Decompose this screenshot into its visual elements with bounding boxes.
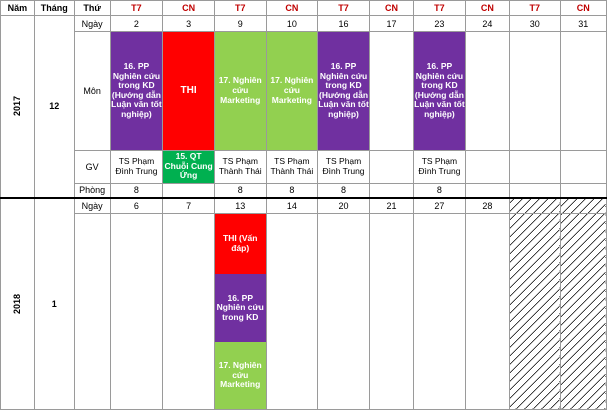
empty-cell-2018-jan6 [110, 213, 163, 409]
year-label-2018 [1, 198, 35, 410]
stacked-blocks-2018-jan13 [214, 213, 266, 409]
day-2017-5: 17 [369, 16, 413, 31]
year-text-2018: 2018 [12, 293, 23, 314]
room-2017-dec10: 8 [266, 183, 318, 197]
row-2018-mon [1, 213, 607, 409]
header-weekday-4: T7 [318, 1, 370, 16]
row-2018-ngay [1, 198, 607, 214]
header-weekday-7: CN [465, 1, 509, 16]
course-2017-dec3[interactable]: 15. QT Chuỗi Cung Ứng [163, 150, 215, 183]
empty-cell-2018-jan14 [266, 213, 318, 409]
teacher-2017-dec9: TS Phạm Thành Thái [214, 150, 266, 183]
month-label-2017: 12 [34, 16, 74, 198]
empty-cell-2018-jan28 [465, 213, 509, 409]
class-block-2017-dec2[interactable]: 16. PP Nghiên cứu trong KD (Hướng dẫn Luận văn tốt nghiệp) [110, 31, 163, 150]
day-2017-3: 10 [266, 16, 318, 31]
day-2018-3: 14 [266, 198, 318, 214]
header-weekday-1: CN [163, 1, 215, 16]
year-label-2017 [1, 16, 35, 198]
empty-cell-2017-dec31 [560, 31, 606, 150]
rowlabel-gv-2017: GV [74, 150, 110, 183]
teacher-2017-dec17 [369, 150, 413, 183]
room-2017-dec31 [560, 183, 606, 197]
room-2017-dec2: 8 [110, 183, 163, 197]
class-block-2017-dec10[interactable]: 17. Nghiên cứu Marketing [266, 31, 318, 150]
blocked-cell-2018-b [560, 198, 606, 214]
year-text-2017: 2017 [12, 96, 23, 117]
row-2017-ngay [1, 16, 607, 31]
day-2017-6: 23 [414, 16, 466, 31]
teacher-2017-dec16: TS Phạm Đình Trung [318, 150, 370, 183]
header-weekday-2: T7 [214, 1, 266, 16]
day-2018-7: 28 [465, 198, 509, 214]
header-thu: Thứ [74, 1, 110, 16]
empty-cell-2018-jan20 [318, 213, 370, 409]
teacher-2017-dec30 [509, 150, 560, 183]
exam-block-2017-dec3[interactable]: THI [163, 31, 215, 150]
empty-cell-2017-dec30 [509, 31, 560, 150]
rowlabel-mon-2018 [74, 213, 110, 409]
class-block-2017-dec16[interactable]: 16. PP Nghiên cứu trong KD (Hướng dẫn Luận văn tốt nghiệp) [318, 31, 370, 150]
day-2018-0: 6 [110, 198, 163, 214]
room-2017-dec9: 8 [214, 183, 266, 197]
row-2017-gv [1, 150, 607, 183]
header-weekday-9: CN [560, 1, 606, 16]
day-2017-1: 3 [163, 16, 215, 31]
day-2017-2: 9 [214, 16, 266, 31]
room-2017-dec16: 8 [318, 183, 370, 197]
room-2017-dec24 [465, 183, 509, 197]
room-2017-dec30 [509, 183, 560, 197]
class-block-2017-dec9[interactable]: 17. Nghiên cứu Marketing [214, 31, 266, 150]
room-2017-dec23: 8 [414, 183, 466, 197]
month-label-2018: 1 [34, 198, 74, 410]
class-block-2018-jan13-mkt[interactable]: 17. Nghiên cứu Marketing [215, 342, 266, 409]
blocked-cell-2018-d [560, 213, 606, 409]
class-block-2017-dec23[interactable]: 16. PP Nghiên cứu trong KD (Hướng dẫn Luận văn tốt nghiệp) [414, 31, 466, 150]
room-2017-dec17 [369, 183, 413, 197]
empty-cell-2018-jan27 [414, 213, 466, 409]
exam-block-2018-jan13[interactable]: THI (Vấn đáp) [215, 214, 266, 274]
blocked-cell-2018-c [509, 213, 560, 409]
empty-cell-2017-dec24 [465, 31, 509, 150]
day-2017-7: 24 [465, 16, 509, 31]
day-2017-0: 2 [110, 16, 163, 31]
header-weekday-8: T7 [509, 1, 560, 16]
day-2017-8: 30 [509, 16, 560, 31]
row-2017-phong [1, 183, 607, 197]
rowlabel-ngay-2018: Ngày [74, 198, 110, 214]
empty-cell-2017-dec17 [369, 31, 413, 150]
room-2017-dec3 [163, 183, 215, 197]
teacher-2017-dec2: TS Phạm Đình Trung [110, 150, 163, 183]
class-block-2018-jan13-pp[interactable]: 16. PP Nghiên cứu trong KD [215, 274, 266, 342]
header-weekday-0: T7 [110, 1, 163, 16]
teacher-2017-dec24 [465, 150, 509, 183]
rowlabel-ngay-2017: Ngày [74, 16, 110, 31]
blocked-cell-2018-a [509, 198, 560, 214]
day-2018-6: 27 [414, 198, 466, 214]
day-2017-4: 16 [318, 16, 370, 31]
header-thang: Tháng [34, 1, 74, 16]
header-weekday-6: T7 [414, 1, 466, 16]
row-2017-mon [1, 31, 607, 150]
day-2018-1: 7 [163, 198, 215, 214]
header-weekday-3: CN [266, 1, 318, 16]
header-nam: Năm [1, 1, 35, 16]
empty-cell-2018-jan7 [163, 213, 215, 409]
header-weekday-5: CN [369, 1, 413, 16]
table-header-row [1, 1, 607, 16]
empty-cell-2018-jan21 [369, 213, 413, 409]
teacher-2017-dec31 [560, 150, 606, 183]
rowlabel-mon-2017: Môn [74, 31, 110, 150]
day-2018-5: 21 [369, 198, 413, 214]
day-2018-4: 20 [318, 198, 370, 214]
day-2018-2: 13 [214, 198, 266, 214]
teacher-2017-dec23: TS Phạm Đình Trung [414, 150, 466, 183]
day-2017-9: 31 [560, 16, 606, 31]
rowlabel-phong-2017: Phòng [74, 183, 110, 197]
teacher-2017-dec10: TS Phạm Thành Thái [266, 150, 318, 183]
